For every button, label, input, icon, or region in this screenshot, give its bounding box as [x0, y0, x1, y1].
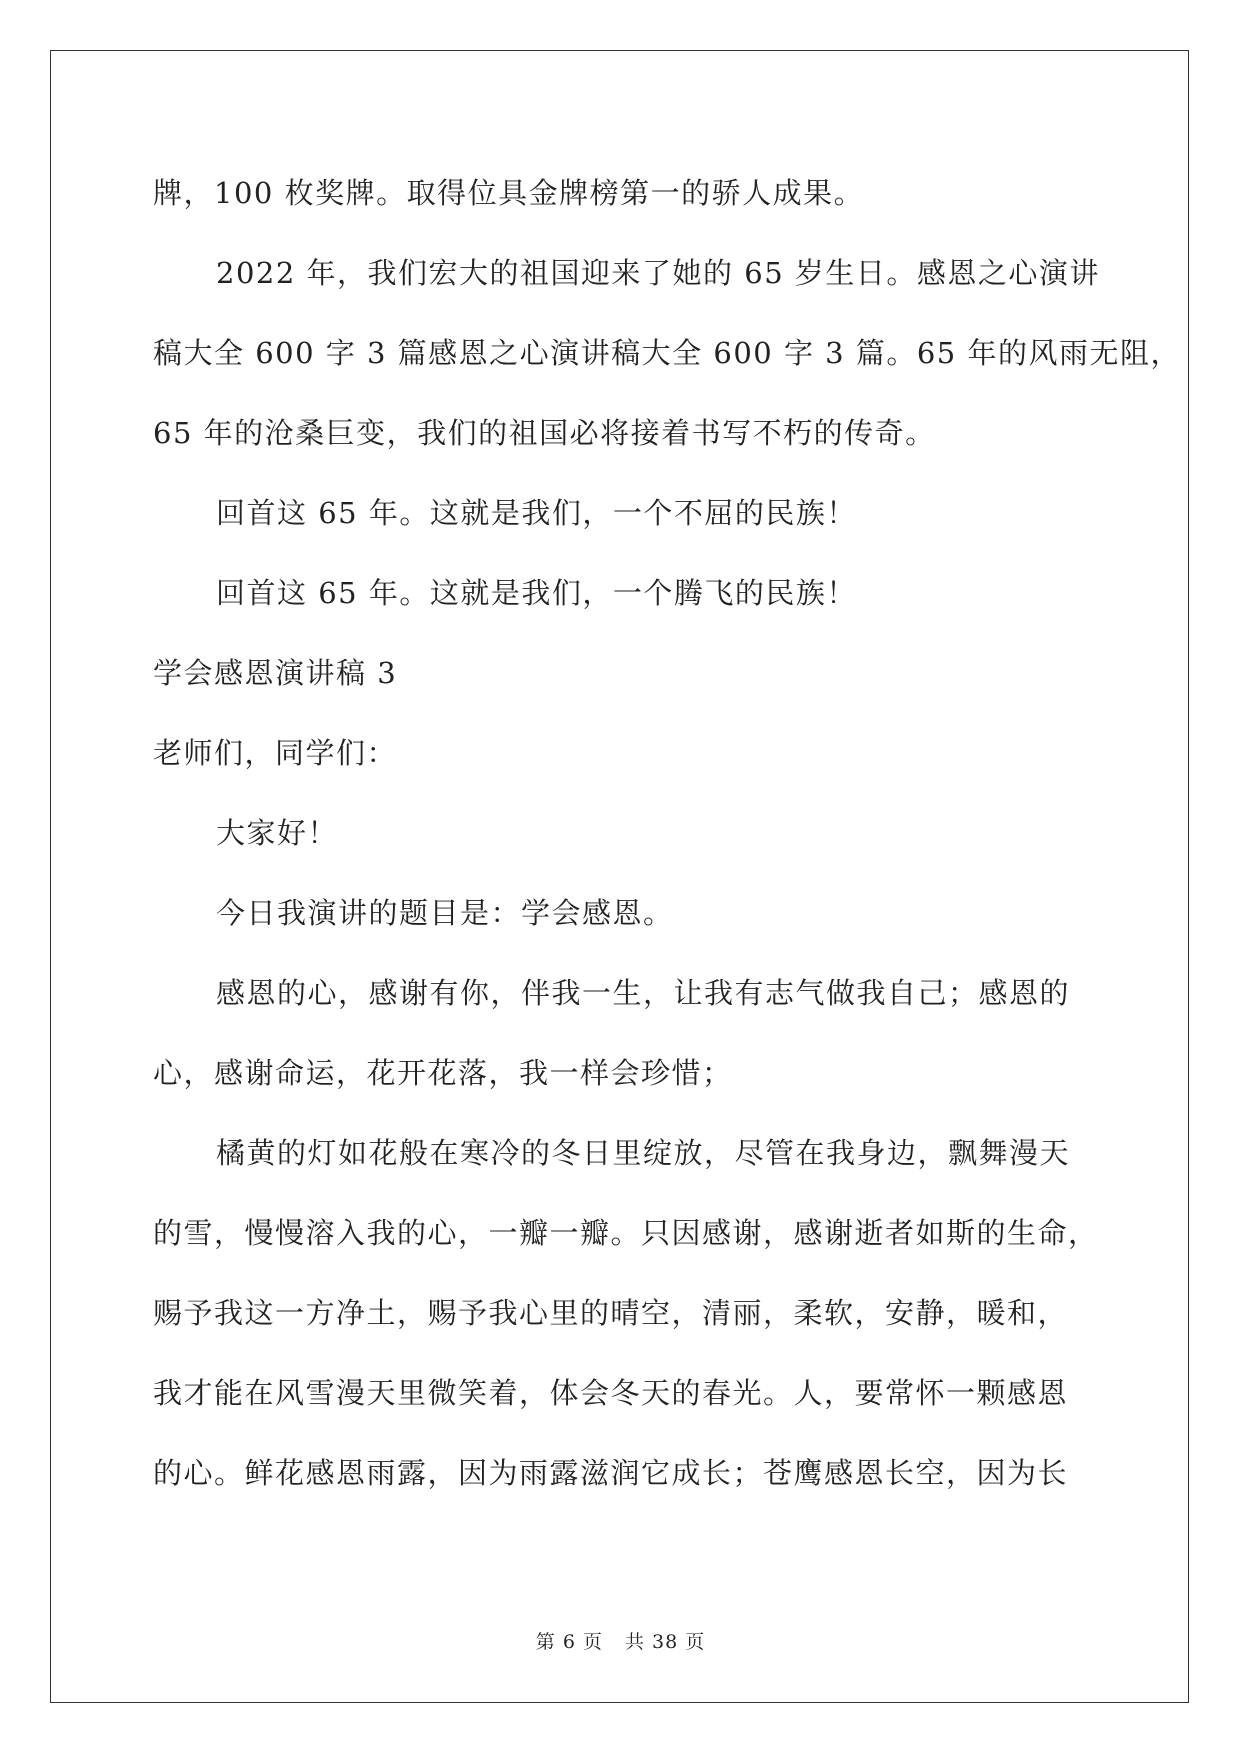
text-line-17: 的心。鲜花感恩雨露，因为雨露滋润它成长；苍鹰感恩长空，因为长 — [153, 1456, 1069, 1490]
greeting: 大家好！ — [216, 816, 339, 850]
page-number: 第 6 页 — [535, 1631, 603, 1653]
text-line-2: 2022 年，我们宏大的祖国迎来了她的 65 岁生日。感恩之心演讲 — [216, 256, 1100, 290]
text-line-15: 赐予我这一方净土，赐予我心里的晴空，清丽，柔软，安静，暖和， — [153, 1296, 1069, 1330]
text-line-1: 牌，100 枚奖牌。取得位具金牌榜第一的骄人成果。 — [153, 176, 865, 210]
text-line-14: 的雪，慢慢溶入我的心，一瓣一瓣。只因感谢，感谢逝者如斯的生命， — [153, 1216, 1099, 1250]
page-total: 共 38 页 — [624, 1631, 706, 1653]
text-line-5: 回首这 65 年。这就是我们，一个不屈的民族！ — [216, 496, 857, 530]
text-line-3: 稿大全 600 字 3 篇感恩之心演讲稿大全 600 字 3 篇。65 年的风雨无阻， — [153, 336, 1181, 370]
section-heading: 学会感恩演讲稿 3 — [153, 656, 398, 690]
text-line-10: 今日我演讲的题目是：学会感恩。 — [216, 896, 674, 930]
text-line-12: 心，感谢命运，花开花落，我一样会珍惜； — [153, 1056, 733, 1090]
text-line-11: 感恩的心，感谢有你，伴我一生，让我有志气做我自己；感恩的 — [216, 976, 1071, 1010]
salutation: 老师们，同学们： — [153, 736, 398, 770]
text-line-4: 65 年的沧桑巨变，我们的祖国必将接着书写不朽的传奇。 — [153, 416, 936, 450]
page-footer — [0, 1630, 1241, 1654]
text-line-6: 回首这 65 年。这就是我们，一个腾飞的民族！ — [216, 576, 857, 610]
text-line-16: 我才能在风雪漫天里微笑着，体会冬天的春光。人，要常怀一颗感恩 — [153, 1376, 1069, 1410]
text-line-13: 橘黄的灯如花般在寒冷的冬日里绽放，尽管在我身边，飘舞漫天 — [216, 1136, 1071, 1170]
